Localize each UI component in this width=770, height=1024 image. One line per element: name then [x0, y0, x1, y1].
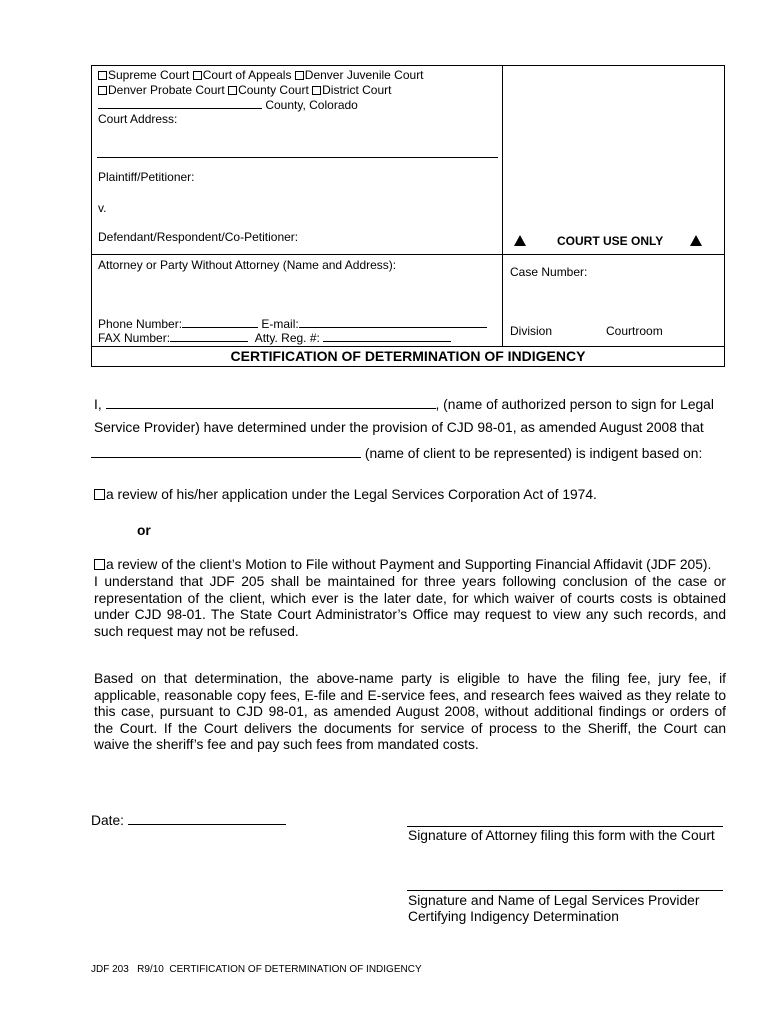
email-field[interactable] — [299, 316, 487, 328]
determination-line-5: waive the sheriff’s fee and pay such fees from mandated costs. — [94, 737, 479, 752]
provider-signature-label-1: Signature and Name of Legal Services Provider — [408, 893, 700, 908]
option-1-checkbox[interactable] — [94, 489, 105, 500]
email-label: E-mail: — [261, 317, 299, 331]
denver-juvenile-court-checkbox[interactable] — [295, 71, 304, 80]
footer — [91, 964, 422, 975]
form-title: CERTIFICATION OF DETERMINATION OF INDIGENCY — [230, 348, 586, 364]
case-number-label: Case Number: — [510, 265, 588, 279]
fax-reg-line — [98, 330, 451, 345]
option-2-line-4: under CJD 98-01. The State Court Administrator’s Office may request to view any such records, and — [94, 607, 726, 622]
option-2-line-1: a review of the client’s Motion to File without Payment and Supporting Financial Affidavit (JDF 205). — [106, 557, 712, 572]
body-line-3 — [91, 444, 702, 461]
option-1 — [94, 487, 597, 502]
option-2-line-5: such request may not be refused. — [94, 623, 299, 639]
date-label: Date: — [91, 813, 124, 828]
date-line — [91, 811, 286, 828]
atty-reg-label: Atty. Reg. #: — [254, 331, 320, 345]
caption-divider-vertical — [502, 65, 503, 346]
fax-field[interactable] — [170, 330, 248, 342]
phone-label: Phone Number: — [98, 317, 183, 331]
county-court-checkbox[interactable] — [228, 86, 237, 95]
line1-prefix: I, — [94, 397, 102, 412]
courts-line-1 — [98, 68, 424, 82]
determination-line-3: this case, pursuant to CJD 98-01, as amended August 2008, without additional findings or orders of — [94, 704, 726, 719]
district-court-checkbox[interactable] — [312, 86, 321, 95]
court-of-appeals-checkbox[interactable] — [193, 71, 202, 80]
determination-line-4: the Court. If the Court delivers the documents for service of process to the Sheriff, the Court can — [94, 720, 726, 736]
attorney-signature-line[interactable] — [407, 826, 723, 827]
court-address-field[interactable] — [97, 157, 498, 158]
date-field[interactable] — [128, 811, 286, 825]
footer-form-id: JDF 203 — [91, 964, 129, 975]
caption-divider-upper — [91, 254, 725, 255]
courts-line-2 — [98, 83, 391, 97]
line1-suffix: , (name of authorized person to sign for Legal — [435, 397, 714, 412]
line3-suffix: (name of client to be represented) is indigent based on: — [364, 446, 703, 461]
attorney-label: Attorney or Party Without Attorney (Name and Address): — [98, 258, 397, 272]
supreme-court-label: Supreme Court — [108, 68, 190, 82]
denver-probate-court-label: Denver Probate Court — [108, 83, 225, 97]
district-court-label: District Court — [322, 83, 392, 97]
option-1-text: a review of his/her application under the Legal Services Corporation Act of 1974. — [106, 487, 597, 502]
versus-label: v. — [98, 201, 107, 215]
denver-juvenile-court-label: Denver Juvenile Court — [304, 68, 424, 82]
court-address-label: Court Address: — [98, 112, 178, 126]
county-line — [98, 97, 358, 112]
defendant-label: Defendant/Respondent/Co-Petitioner: — [98, 230, 299, 244]
footer-revision: R9/10 — [137, 964, 164, 975]
up-arrow-icon — [690, 235, 702, 246]
denver-probate-court-checkbox[interactable] — [98, 86, 107, 95]
attorney-signature-label: Signature of Attorney filing this form with the Court — [408, 828, 715, 843]
provider-signature-line[interactable] — [407, 890, 723, 891]
client-name-field[interactable] — [91, 444, 361, 458]
determination-line-2: applicable, reasonable copy fees, E-file and E-service fees, and research fees waived as they relate to — [94, 687, 726, 703]
court-of-appeals-label: Court of Appeals — [202, 68, 292, 82]
phone-email-line — [98, 316, 487, 331]
division-label: Division — [510, 324, 553, 338]
determination-paragraph — [94, 671, 726, 754]
county-court-label: County Court — [238, 83, 309, 97]
county-suffix: County, Colorado — [265, 98, 358, 112]
body-line-1 — [94, 395, 714, 412]
phone-field[interactable] — [182, 316, 258, 328]
footer-title: CERTIFICATION OF DETERMINATION OF INDIGENCY — [169, 964, 422, 975]
atty-reg-field[interactable] — [323, 330, 451, 342]
county-name-field[interactable] — [98, 97, 262, 109]
plaintiff-label: Plaintiff/Petitioner: — [98, 170, 195, 184]
option-2-paragraph — [94, 574, 726, 640]
supreme-court-checkbox[interactable] — [98, 71, 107, 80]
provider-signature-label-2: Certifying Indigency Determination — [408, 909, 619, 924]
up-arrow-icon — [514, 235, 526, 246]
determination-line-1: Based on that determination, the above-name party is eligible to have the filing fee, jury fee, if — [94, 671, 726, 686]
body-line-2: Service Provider) have determined under the provision of CJD 98-01, as amended August 2008 that — [94, 420, 704, 435]
or-label: or — [137, 523, 151, 538]
courtroom-label: Courtroom — [606, 324, 663, 338]
option-2-first-line — [94, 557, 711, 572]
option-2-line-3: representation of the client, which ever is the later date, for which waiver of courts costs is obtained — [94, 590, 726, 606]
option-2-line-2: I understand that JDF 205 shall be maintained for three years following conclusion of the case or — [94, 574, 726, 589]
caption-divider-lower — [91, 346, 725, 347]
fax-label: FAX Number: — [98, 331, 171, 345]
court-use-only-label: COURT USE ONLY — [557, 234, 664, 248]
option-2-checkbox[interactable] — [94, 559, 105, 570]
authorized-person-field[interactable] — [106, 395, 436, 409]
